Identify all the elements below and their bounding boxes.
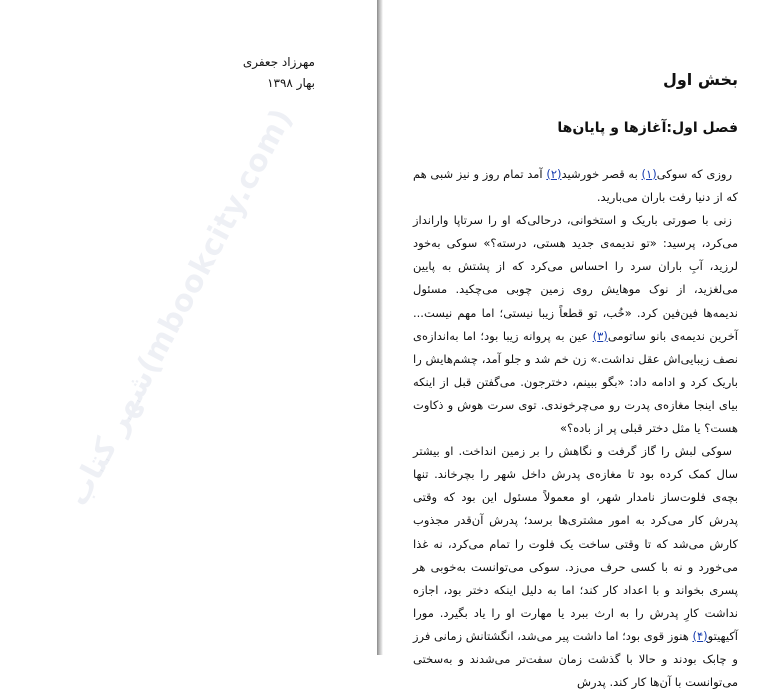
text-run: هنوز قوی بود؛ اما داشت پیر می‌شد، انگشتانش زمانی فرز و چابک بودند و حالا با گذشت زمان سفت‌تر می‌شدند و به‌سختی می‌توانست با آن‌ها کار کند. پدرش <box>413 628 738 690</box>
publish-date: بهار ۱۳۹۸ <box>267 76 315 90</box>
footnote-link-2[interactable]: (۲) <box>546 167 562 181</box>
author-block <box>243 52 315 94</box>
left-page <box>0 0 377 655</box>
body-text <box>413 163 738 694</box>
text-run: آمد تمام روز و نیز شبی هم که از دنیا رفت باران می‌بارید. <box>413 167 738 205</box>
footnote-link-3[interactable]: (۳) <box>592 328 608 343</box>
paragraph-1 <box>413 163 738 209</box>
footnote-link-1[interactable]: (۱) <box>641 167 657 181</box>
text-run: روزی که سوکی <box>656 167 732 181</box>
paragraph-3 <box>413 440 738 694</box>
paragraph-2 <box>413 209 738 440</box>
text-run: به قصر خورشید <box>561 167 642 181</box>
part-title: بخش اول <box>662 70 738 89</box>
chapter-title: فصل اول:آغازها و پایان‌ها <box>557 120 738 136</box>
watermark: شهر کتاب(mbookcity.com) <box>60 103 300 512</box>
text-run: زنی با صورتی باریک و استخوانی، درحالی‌که او را سرتاپا وارانداز می‌کرد، پرسید: «تو ندیمه‌ی جدید هستی، درسته؟» سوکی به‌خود لرزید، آبِ باران سرد را احساس می‌کرد که از پشتش به پایین می‌لغزید، از نوک موهایش روی زمین چوبی می‌چکید. مسئول ندیمه‌ها فین‌فین کرد. «خُب، تو قطعاً زیبا نیستی؛ اما مهم نیست... آخرین ندیمه‌ی بانو ساتومی <box>413 213 739 343</box>
right-page <box>383 0 768 690</box>
author-name: مهرزاد جعفری <box>242 55 315 69</box>
footnote-link-4[interactable]: (۴) <box>692 628 708 643</box>
text-run: سوکی لبش را گاز گرفت و نگاهش را بر زمین انداخت. او بیشتر سال کمک کرده بود تا مغازه‌ی پدرش داخل شهر را بچرخاند. تنها بچه‌ی فلوت‌ساز نامدار شهر، او معمولاً مسئول این بود که وقتی پدرش کار می‌کرد به امور مشتری‌ها برسد؛ پدرش آن‌قدر مجذوب کارش می‌شد که تا وقتی ساخت یک فلوت را تمام می‌کرد، نه غذا می‌خورد و نه با کسی حرف می‌زد. سوکی می‌توانست به‌خوبی هر پسری بخواند و با اعداد کار کند؛ اما به دلیل اینکه دختر بود، اجازه نداشت کارِ پدرش را به ارث ببرد یا مهارت او را یاد بگیرد. مورا آکیهیتو <box>413 444 738 643</box>
text-run: عین به پروانه زیبا بود؛ اما به‌اندازه‌ی نصف زیبایی‌اش عقل نداشت.» زن خم شد و جلو آمد، چشم‌هایش را باریک کرد و ادامه داد: «بگو ببینم، دخترجون. می‌گفتن قبل از اینکه بیای اینجا مغازه‌ی پدرت رو می‌چرخوندی. توی سرت هوش و ذکاوت هست؟ یا مثل دختر قبلی پر از باده؟» <box>413 328 738 436</box>
